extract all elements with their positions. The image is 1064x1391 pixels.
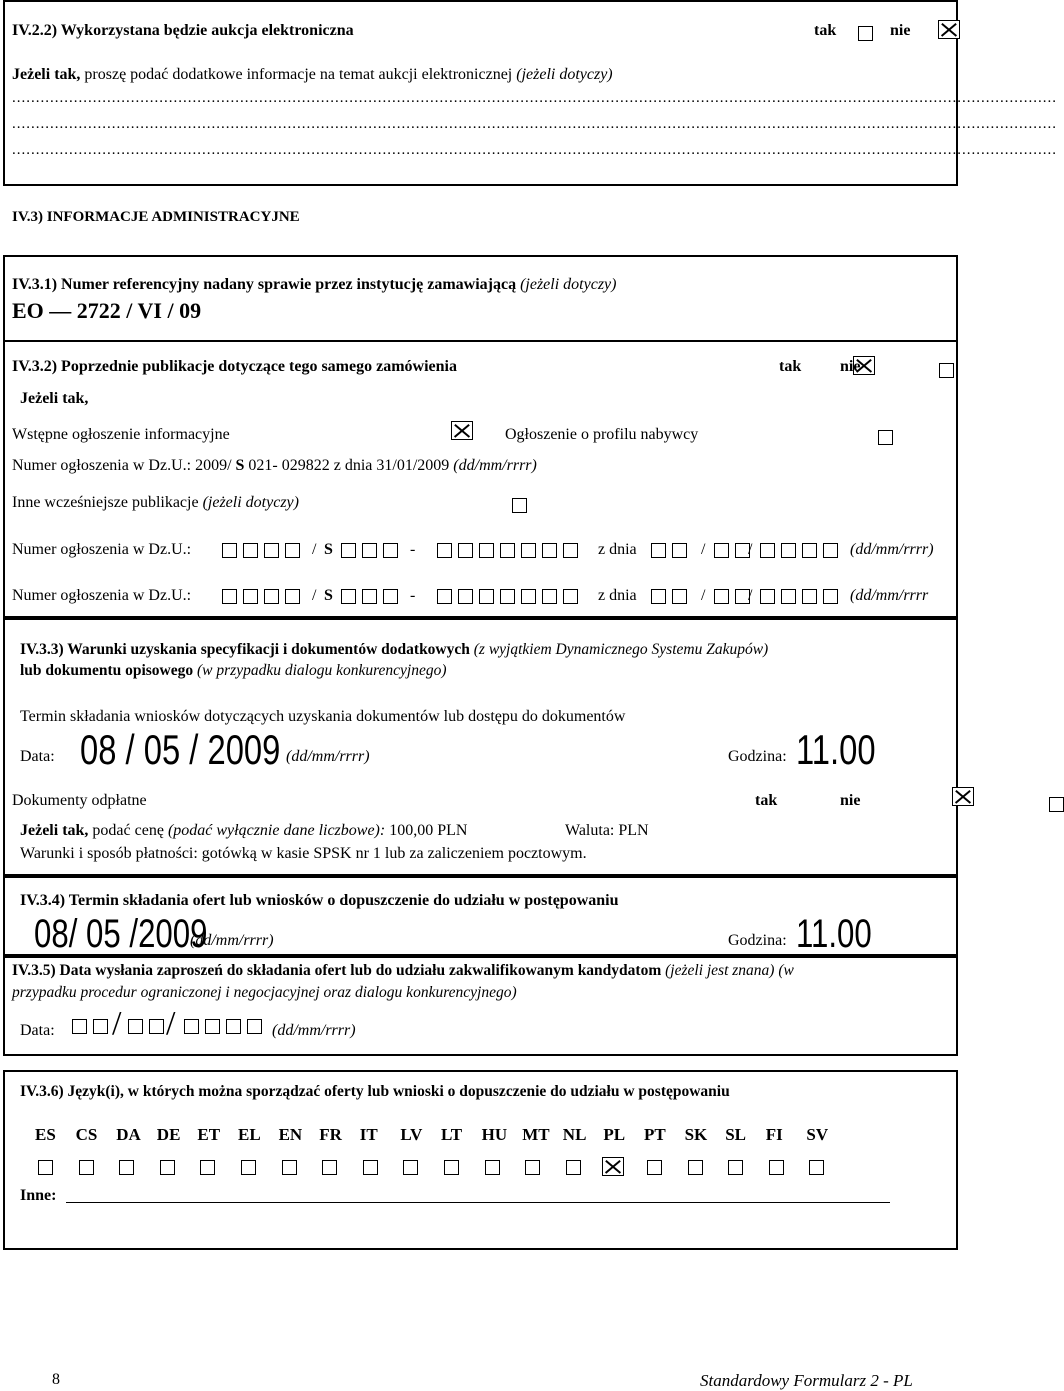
title-iv-3-4: IV.3.4) Termin składania ofert lub wniosków o dopuszczenie do udziału w postępowaniu [20,892,619,909]
year-boxes[interactable] [760,541,844,559]
if-yes-label: Jeżeli tak, [20,390,89,407]
title-iv-3-2: IV.3.2) Poprzednie publikacje dotyczące tego samego zamówienia [12,358,457,375]
time-label: Godzina: [728,748,787,765]
language-label-en: EN [278,1125,303,1144]
title-iv-3-5-bold: IV.3.5) Data wysłania zaproszeń do składania ofert lub do udziału zakwalifikowanym kandydatom [12,962,662,979]
day-boxes[interactable] [651,587,693,605]
date-format: (dd/mm/rrrr) [272,1022,356,1039]
checkbox-empty-icon[interactable] [802,543,817,558]
day-boxes[interactable] [72,1017,114,1035]
checkbox-empty-icon[interactable] [1049,797,1064,812]
year-boxes[interactable] [184,1017,268,1035]
checkbox-empty-icon[interactable] [285,543,300,558]
year-boxes[interactable] [760,587,844,605]
language-label-da: DA [116,1125,141,1144]
checkbox-empty-icon[interactable] [205,1019,220,1034]
reference-number: EO — 2722 / VI / 09 [12,298,202,323]
checkbox-empty-icon[interactable] [247,1019,262,1034]
dotted-line: ............................................................................................................................................................................................................................ [12,116,1057,132]
checkbox-empty-icon[interactable] [119,1160,134,1175]
oj-number-label: Numer ogłoszenia w Dz.U.: [12,457,192,474]
language-label-nl: NL [562,1125,587,1144]
language-label-pt: PT [644,1125,666,1144]
checkbox-empty-icon[interactable] [500,589,515,604]
checkbox-empty-icon[interactable] [479,589,494,604]
z-dnia-label: z dnia [598,541,637,558]
number-boxes[interactable] [437,587,584,605]
title-iv-3-3-bold: IV.3.3) Warunki uzyskania specyfikacji i dokumentów dodatkowych [20,641,470,658]
language-label-el: EL [238,1125,261,1144]
checkbox-empty-icon[interactable] [760,543,775,558]
dash: - [410,541,416,558]
checkbox-empty-icon[interactable] [563,589,578,604]
checkbox-empty-icon[interactable] [222,543,237,558]
language-label-pl: PL [603,1125,626,1144]
checkbox-empty-icon[interactable] [362,543,377,558]
nie-label: nie [890,22,911,39]
checkbox-empty-icon[interactable] [200,1160,215,1175]
language-label-lv: LV [400,1125,423,1144]
language-label-mt: MT [522,1125,550,1144]
other-languages-label: Inne: [20,1187,57,1204]
other-languages-input[interactable] [66,1202,890,1203]
oj-number-value: 021- 029822 z dnia 31/01/2009 [244,457,450,474]
checkbox-empty-icon[interactable] [285,589,300,604]
language-label-es: ES [35,1125,56,1144]
price-italic: (podać wyłącznie dane liczbowe): [163,822,386,839]
checkbox-empty-icon[interactable] [264,589,279,604]
checkbox-empty-icon[interactable] [264,543,279,558]
oj-number-s: S [231,457,245,474]
checkbox-empty-icon[interactable] [566,1160,581,1175]
time-value-text: 11.00 [796,912,872,956]
language-label-it: IT [359,1125,378,1144]
title-iv-3-5-italic: (jeżeli jest znana) (w [661,962,794,979]
checkbox-empty-icon[interactable] [458,543,473,558]
tak-label: tak [755,792,778,809]
paid-label: Dokumenty odpłatne [12,792,147,809]
checkbox-empty-icon[interactable] [93,1019,108,1034]
price-bold: Jeżeli tak, [20,822,89,839]
checkbox-empty-icon[interactable] [672,589,687,604]
checkbox-empty-icon[interactable] [728,1160,743,1175]
slash: / [312,541,317,558]
checkbox-checked-icon[interactable] [602,1157,624,1176]
checkbox-checked-icon[interactable] [451,421,473,440]
checkbox-empty-icon[interactable] [128,1019,143,1034]
date-format: (dd/mm/rrrr) [286,748,370,765]
checkbox-empty-icon[interactable] [383,589,398,604]
oj-number-line [12,457,537,475]
checkbox-empty-icon[interactable] [243,543,258,558]
checkbox-empty-icon[interactable] [241,1160,256,1175]
language-label-et: ET [197,1125,221,1144]
checkbox-empty-icon[interactable] [521,589,536,604]
checkbox-empty-icon[interactable] [38,1160,53,1175]
nie-label: nie [840,358,861,375]
dash: - [410,587,416,604]
tak-label: tak [814,22,837,39]
checkbox-empty-icon[interactable] [858,26,873,41]
price-value: 100,00 PLN [385,822,468,839]
language-label-fi: FI [765,1125,783,1144]
payment-terms: Warunki i sposób płatności: gotówką w kasie SPSK nr 1 lub za zaliczeniem pocztowym. [20,845,587,862]
title-iv-3: IV.3) INFORMACJE ADMINISTRACYJNE [12,209,300,225]
checkbox-empty-icon[interactable] [688,1160,703,1175]
checkbox-empty-icon[interactable] [512,498,527,513]
title-iv-3-1-italic: (jeżeli dotyczy) [516,276,617,293]
slash: / [748,587,753,604]
s-label: S [324,587,333,604]
checkbox-checked-icon[interactable] [938,20,960,39]
oj-number-row-label: Numer ogłoszenia w Dz.U.: [12,541,192,558]
language-label-sk: SK [684,1125,708,1144]
checkbox-empty-icon[interactable] [341,543,356,558]
currency: Waluta: PLN [565,822,649,839]
checkbox-empty-icon[interactable] [563,543,578,558]
title-iv-3-3-line2 [20,662,447,680]
checkbox-empty-icon[interactable] [672,543,687,558]
slash: / [748,541,753,558]
title-iv-3-5-line2: przypadku procedur ograniczonej i negocjacyjnej oraz dialogu konkurencyjnego) [12,984,517,1001]
checkbox-empty-icon[interactable] [243,589,258,604]
number-boxes[interactable] [437,541,584,559]
checkbox-empty-icon[interactable] [823,589,838,604]
checkbox-empty-icon[interactable] [651,589,666,604]
checkbox-empty-icon[interactable] [160,1160,175,1175]
checkbox-empty-icon[interactable] [714,589,729,604]
title-iv-3-3-bold2: lub dokumentu opisowego [20,662,194,679]
checkbox-empty-icon[interactable] [226,1019,241,1034]
title-iv-3-3-italic: (z wyjątkiem Dynamicznego Systemu Zakupów) [469,641,769,658]
checkbox-empty-icon[interactable] [383,543,398,558]
time-value [796,726,898,775]
dotted-line: ............................................................................................................................................................................................................................ [12,142,1057,158]
checkbox-empty-icon[interactable] [72,1019,87,1034]
checkbox-empty-icon[interactable] [341,589,356,604]
language-label-cs: CS [75,1125,98,1144]
info-text: proszę podać dodatkowe informacje na temat aukcji elektronicznej [80,66,513,83]
checkbox-empty-icon[interactable] [458,589,473,604]
title-iv-3-3-italic2: (w przypadku dialogu konkurencyjnego) [193,662,447,679]
title-iv-3-3-line1 [20,641,768,659]
z-dnia-label: z dnia [598,587,637,604]
price-line [20,822,467,840]
checkbox-empty-icon[interactable] [769,1160,784,1175]
title-iv-2-2: IV.2.2) Wykorzystana będzie aukcja elektroniczna [12,22,354,39]
checkbox-empty-icon[interactable] [362,589,377,604]
checkbox-empty-icon[interactable] [222,589,237,604]
checkbox-empty-icon[interactable] [403,1160,418,1175]
language-label-fr: FR [319,1125,342,1144]
checkbox-empty-icon[interactable] [479,543,494,558]
checkbox-empty-icon[interactable] [878,430,893,445]
series-boxes[interactable] [341,587,404,605]
date-format: (dd/mm/rrrr) [190,932,274,949]
checkbox-empty-icon[interactable] [444,1160,459,1175]
language-label-sl: SL [725,1125,746,1144]
checkbox-checked-icon[interactable] [952,787,974,806]
title-iv-3-5-line1 [12,962,794,980]
time-label: Godzina: [728,932,787,949]
checkbox-empty-icon[interactable] [939,363,954,378]
checkbox-empty-icon[interactable] [647,1160,662,1175]
other-publications [12,494,299,512]
language-label-sv: SV [806,1125,829,1144]
checkbox-empty-icon[interactable] [282,1160,297,1175]
time-value [796,911,893,957]
checkbox-empty-icon[interactable] [363,1160,378,1175]
other-publications-italic: (jeżeli dotyczy) [198,494,299,511]
slash: / [701,587,706,604]
other-publications-label: Inne wcześniejsze publikacje [12,494,199,511]
date-format: (dd/mm/rrrr) [850,541,934,558]
slash: / [312,587,317,604]
date-format: (dd/mm/rrrr [850,587,929,604]
oj-number-year: 2009/ [191,457,232,474]
year-boxes[interactable] [222,587,306,605]
auction-info-line [12,66,613,84]
checkbox-empty-icon[interactable] [651,543,666,558]
checkbox-empty-icon[interactable] [542,589,557,604]
checkbox-empty-icon[interactable] [149,1019,164,1034]
oj-number-row-label: Numer ogłoszenia w Dz.U.: [12,587,192,604]
title-iv-3-1 [12,276,616,294]
checkbox-empty-icon[interactable] [437,543,452,558]
pin-label: Wstępne ogłoszenie informacyjne [12,426,230,443]
checkbox-empty-icon[interactable] [802,589,817,604]
slash: / [112,1005,122,1042]
profile-label: Ogłoszenie o profilu nabywcy [505,426,699,443]
time-value-text: 11.00 [796,726,876,773]
series-boxes[interactable] [341,541,404,559]
s-label: S [324,541,333,558]
checkbox-empty-icon[interactable] [809,1160,824,1175]
info-italic: (jeżeli dotyczy) [512,66,613,83]
checkbox-empty-icon[interactable] [781,543,796,558]
price-text: podać cenę [88,822,164,839]
date-format: (dd/mm/rrrr) [449,457,537,474]
title-iv-3-6: IV.3.6) Język(i), w których można sporządzać oferty lub wnioski o dopuszczenie do udziału w postępowaniu [20,1083,730,1100]
day-boxes[interactable] [651,541,693,559]
tak-label: tak [779,358,802,375]
slash: / [701,541,706,558]
date-value-text: 08 / 05 / 2009 [80,726,281,773]
checkbox-empty-icon[interactable] [184,1019,199,1034]
title-iv-3-1-text: IV.3.1) Numer referencyjny nadany sprawie przez instytucję zamawiającą [12,276,517,293]
checkbox-empty-icon[interactable] [760,589,775,604]
slash: / [166,1005,176,1042]
deadline-text: Termin składania wniosków dotyczących uzyskania dokumentów lub dostępu do dokumentów [20,708,626,725]
data-label: Data: [20,1022,55,1039]
checkbox-empty-icon[interactable] [437,589,452,604]
month-boxes[interactable] [128,1017,170,1035]
checkbox-empty-icon[interactable] [521,543,536,558]
language-label-lt: LT [441,1125,463,1144]
year-boxes[interactable] [222,541,306,559]
checkbox-empty-icon[interactable] [525,1160,540,1175]
checkbox-empty-icon[interactable] [500,543,515,558]
checkbox-empty-icon[interactable] [823,543,838,558]
dotted-line: ............................................................................................................................................................................................................................ [12,90,1057,106]
form-name: Standardowy Formularz 2 - PL [700,1371,913,1390]
section-iv-3-2 [3,340,958,618]
checkbox-empty-icon[interactable] [79,1160,94,1175]
page-number: 8 [52,1371,60,1388]
date-value-text: 08/ 05 /2009 [34,912,208,956]
checkbox-empty-icon[interactable] [542,543,557,558]
checkbox-empty-icon[interactable] [781,589,796,604]
language-label-hu: HU [481,1125,508,1144]
nie-label: nie [840,792,861,809]
checkbox-empty-icon[interactable] [322,1160,337,1175]
checkbox-empty-icon[interactable] [714,543,729,558]
checkbox-empty-icon[interactable] [485,1160,500,1175]
info-bold: Jeżeli tak, [12,66,81,83]
language-label-de: DE [156,1125,181,1144]
data-label: Data: [20,748,55,765]
